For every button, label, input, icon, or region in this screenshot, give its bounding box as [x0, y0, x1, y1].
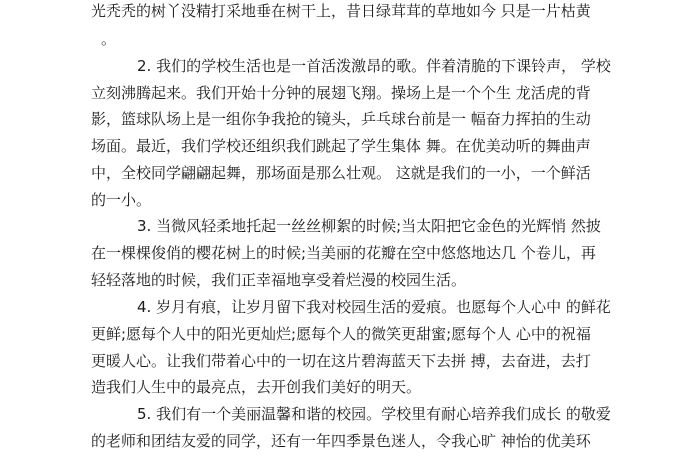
text-line: 影，篮球队场上是一组你争我抢的镜头，乒乓球台前是一 幅奋力挥拍的生动: [91, 110, 591, 128]
text-line: 在一棵棵俊俏的樱花树上的时候;当美丽的花瓣在空中悠悠地达几 个卷儿，再: [91, 244, 596, 262]
paragraph-3-start: 3. 当微风轻柔地托起一丝丝柳絮的时候;当太阳把它金色的光辉悄 然披: [137, 217, 601, 235]
text-line: 立刻沸腾起来。我们开始十分钟的展翅飞翔。操场上是一个个生 龙活虎的背: [91, 84, 591, 102]
text-line: 的老师和团结友爱的同学，还有一年四季景色迷人，令我心旷 神怡的优美环: [91, 432, 591, 450]
text-line: 场面。最近，我们学校还组织我们跳起了学生集体 舞。在优美动听的舞曲声: [91, 137, 591, 155]
text-line: 造我们人生中的最亮点，去开创我们美好的明天。: [91, 378, 422, 396]
text-line: 轻轻落地的时候，我们正幸福地享受着烂漫的校园生活。: [91, 271, 467, 289]
text-line: 的一小。: [91, 191, 152, 209]
text-line: 中，全校同学翩翩起舞，那场面是那么壮观。 这就是我们的一小，一个鲜活: [91, 164, 591, 182]
paragraph-5-start: 5. 我们有一个美丽温馨和谐的校园。学校里有耐心培养我们成长 的敬爱: [137, 405, 611, 423]
text-line: 。: [101, 30, 117, 48]
text-line: 更暖人心。让我们带着心中的一切在这片碧海蓝天下去拼 搏，去奋进，去打: [91, 352, 591, 370]
paragraph-2-start: 2. 我们的学校生活也是一首活泼激昂的歌。伴着清脆的下课铃声， 学校: [137, 57, 611, 75]
paragraph-4-start: 4. 岁月有痕，让岁月留下我对校园生活的爱痕。也愿每个人心中 的鲜花: [137, 298, 611, 316]
text-line: 光秃秃的树丫没精打采地垂在树干上，昔日绿茸茸的草地如今 只是一片枯黄: [91, 2, 591, 20]
text-line: 更鲜;愿每个人中的阳光更灿烂;愿每个人的微笑更甜蜜;愿每个人 心中的祝福: [91, 325, 591, 343]
